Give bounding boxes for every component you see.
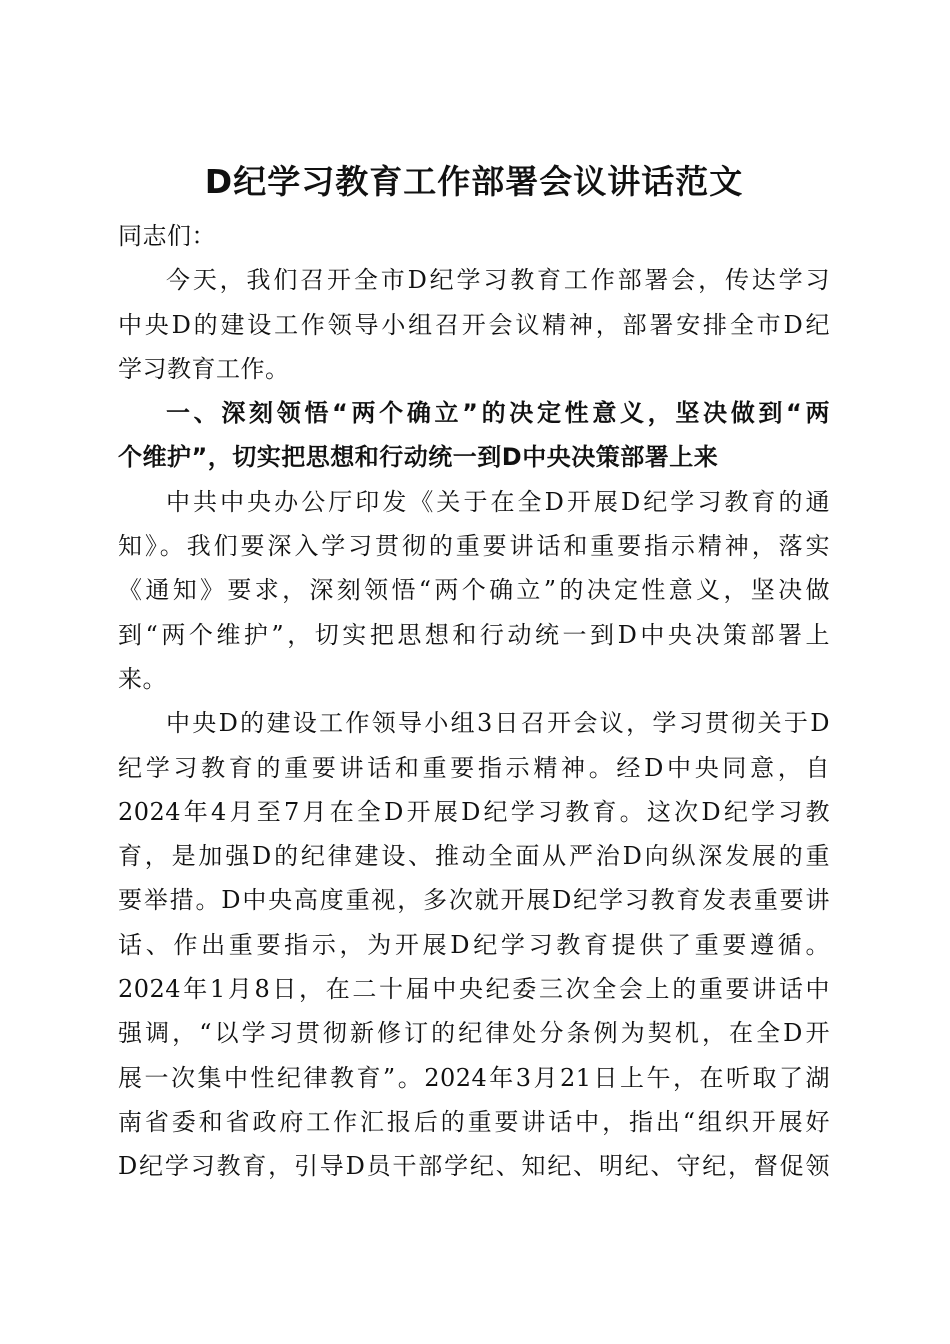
text-line: 南省委和省政府工作汇报后的重要讲话中，指出“组织开展好: [118, 1107, 830, 1136]
paragraph-intro: [118, 258, 830, 391]
text-line: 展一次集中性纪律教育”。2024年3月21日上午，在听取了湖: [118, 1063, 830, 1092]
text-line: 2024年1月8日，在二十届中央纪委三次全会上的重要讲话中: [118, 975, 830, 1004]
text-line: 中央D的建设工作领导小组召开会议精神，部署安排全市D纪: [118, 310, 830, 339]
heading-line: 一、深刻领悟“两个确立”的决定性意义，坚决做到“两: [166, 399, 830, 428]
text-line: 育，是加强D的纪律建设、推动全面从严治D向纵深发展的重: [118, 842, 830, 871]
text-line: 话、作出重要指示，为开展D纪学习教育提供了重要遵循。: [118, 930, 830, 959]
section-heading: [118, 391, 830, 480]
text-line: 来。: [118, 664, 167, 693]
text-line: 《通知》要求，深刻领悟“两个确立”的决定性意义，坚决做: [118, 576, 830, 605]
text-line: 要举措。D中央高度重视，多次就开展D纪学习教育发表重要讲: [118, 886, 830, 915]
document-title: D纪学习教育工作部署会议讲话范文: [204, 162, 744, 201]
text-line: 知》。我们要深入学习贯彻的重要讲话和重要指示精神，落实: [118, 532, 830, 561]
text-line: 纪学习教育的重要讲话和重要指示精神。经D中央同意，自: [118, 753, 830, 782]
document-page: [118, 150, 830, 1189]
text-line: 学习教育工作。: [118, 354, 290, 383]
text-line: 中央D的建设工作领导小组3日召开会议，学习贯彻关于D: [166, 709, 830, 738]
text-line: 2024年4月至7月在全D开展D纪学习教育。这次D纪学习教: [118, 797, 830, 826]
paragraph-meeting: [118, 701, 830, 1188]
text-line: 中共中央办公厅印发《关于在全D开展D纪学习教育的通: [166, 487, 830, 516]
text-line: 到“两个维护”，切实把思想和行动统一到D中央决策部署上: [118, 620, 830, 649]
text-line: D纪学习教育，引导D员干部学纪、知纪、明纪、守纪，督促领: [118, 1152, 830, 1181]
salutation: 同志们：: [118, 222, 216, 250]
text-line: 今天，我们召开全市D纪学习教育工作部署会，传达学习: [166, 266, 830, 295]
paragraph-notice: [118, 480, 830, 701]
text-line: 强调，“以学习贯彻新修订的纪律处分条例为契机，在全D开: [118, 1019, 830, 1048]
heading-line: 个维护”，切实把思想和行动统一到D中央决策部署上来: [118, 443, 719, 472]
